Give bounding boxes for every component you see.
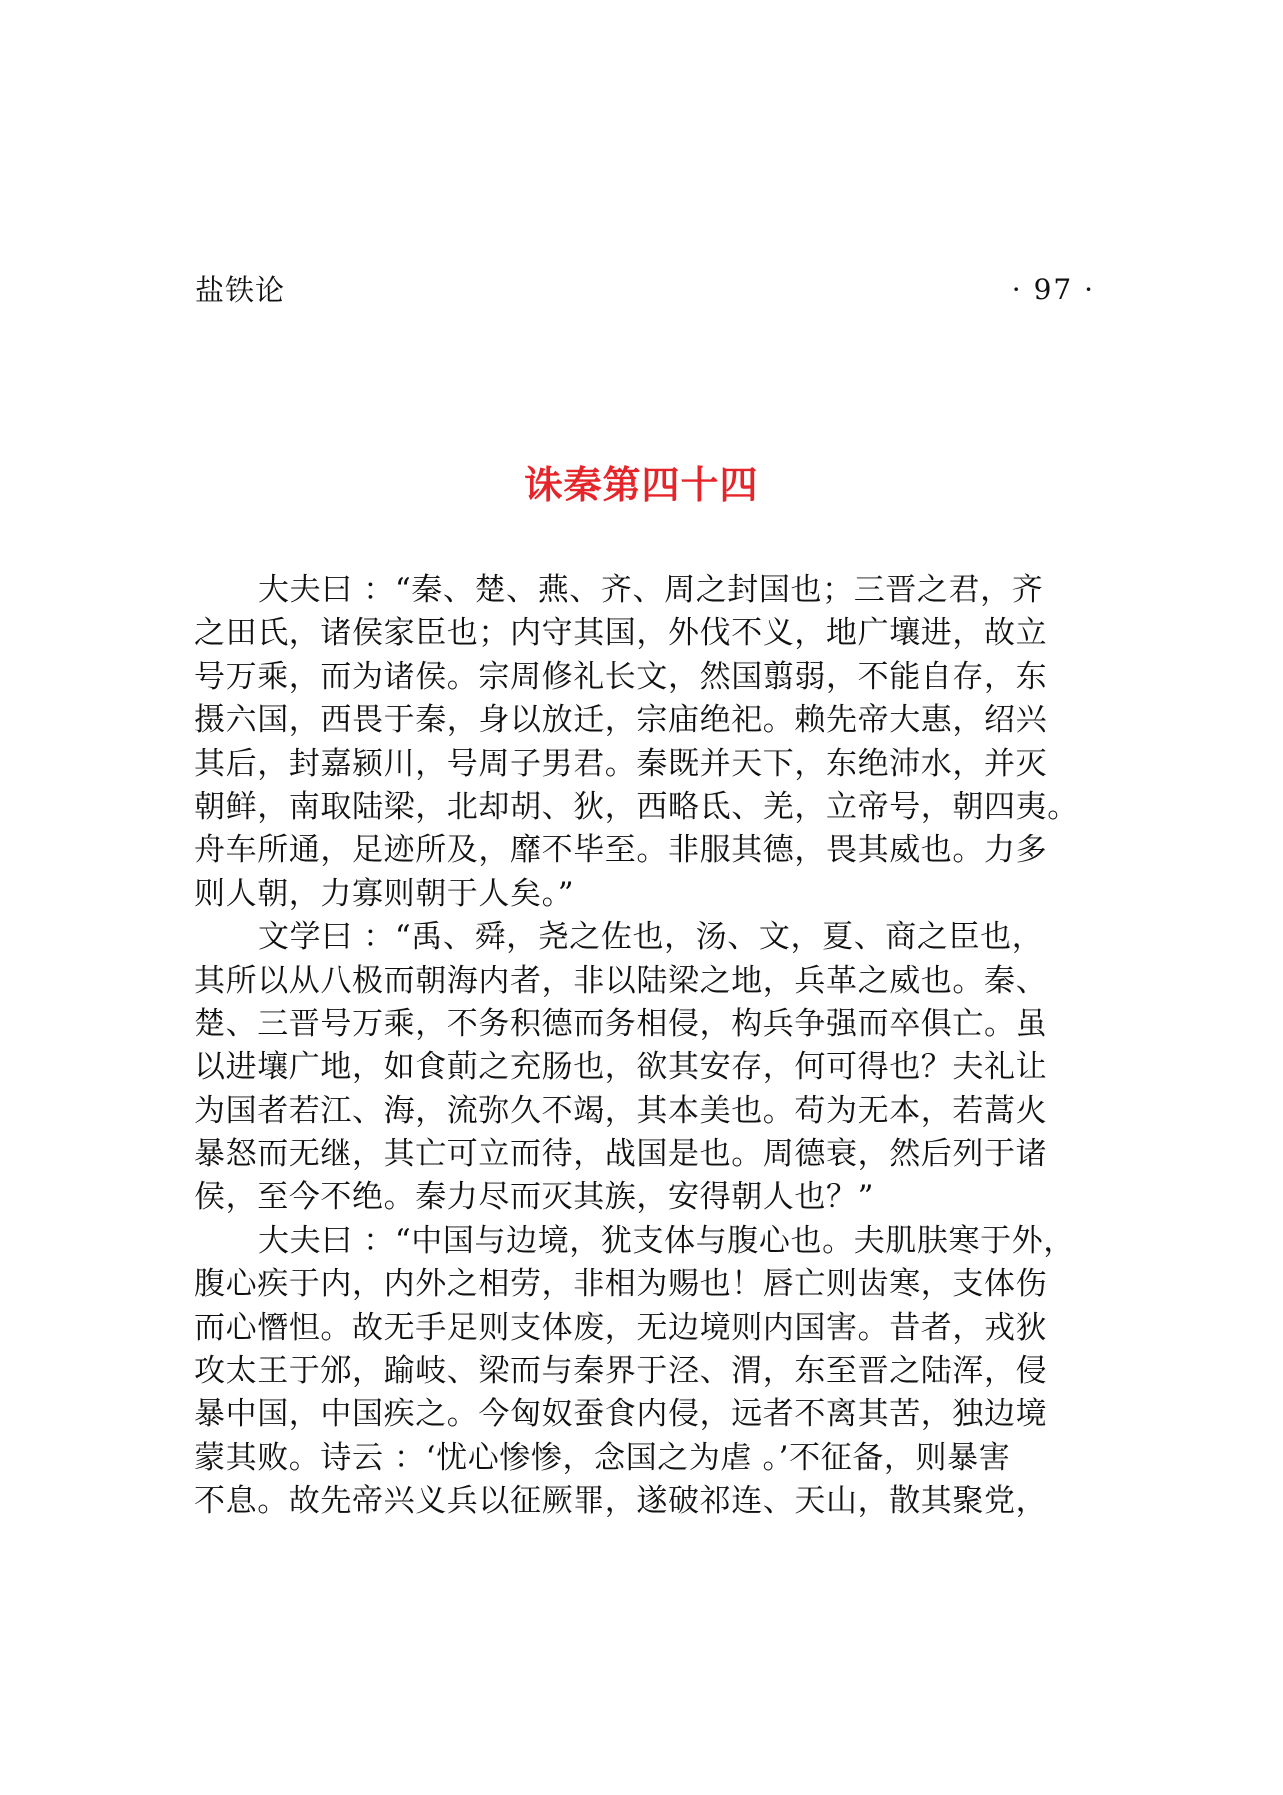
text-line: 文学曰 ：“禹、舜，尧之佐也，汤、文，夏、商之臣也， [258, 919, 1044, 956]
text-line: 大夫曰 ：“中国与边境，犹支体与腹心也。夫肌肤寒于外， [258, 1222, 1075, 1259]
text-line: 蒙其败。诗云 ：‘忧心惨惨，念国之为虐 。’不征备，则暴害 [194, 1439, 1011, 1476]
text-line: 之田氏，诸侯家臣也；内守其国，外伐不义，地广壤进，故立 [194, 615, 1048, 652]
text-line: 攻太王于邠，踰岐、梁而与秦界于泾、渭，东至晋之陆浑，侵 [194, 1353, 1048, 1390]
text-line: 暴中国，中国疾之。今匈奴蚕食内侵，远者不离其苦，独边境 [194, 1396, 1048, 1433]
text-line: 以进壤广地，如食萴之充肠也，欲其安存，何可得也？夫礼让 [194, 1049, 1048, 1086]
text-line: 楚、三晋号万乘，不务积德而务相侵，构兵争强而卒俱亡。虽 [194, 1005, 1048, 1042]
text-line: 号万乘，而为诸侯。宗周修礼长文，然国翦弱，不能自存，东 [194, 658, 1048, 695]
text-line: 侯，至今不绝。秦力尽而灭其族，安得朝人也？” [194, 1179, 875, 1216]
paragraph-3 [194, 1220, 1106, 1524]
text-line: 朝鲜，南取陆梁，北却胡、狄，西略氐、羌，立帝号，朝四夷。 [194, 788, 1079, 825]
text-line: 为国者若江、海，流弥久不竭，其本美也。苟为无本，若蒿火 [194, 1092, 1048, 1129]
running-header [195, 268, 1095, 312]
text-line: 摄六国，西畏于秦，身以放迁，宗庙绝祀。赖先帝大惠，绍兴 [194, 702, 1048, 739]
text-line: 其所以从八极而朝海内者，非以陆梁之地，兵革之威也。秦、 [194, 962, 1048, 999]
text-line: 则人朝，力寡则朝于人矣。” [194, 875, 575, 912]
chapter-title: 诛秦第四十四 [524, 463, 759, 507]
body-text [194, 569, 1106, 1524]
text-line: 不息。故先帝兴义兵以征厥罪，遂破祁连、天山，散其聚党， [194, 1483, 1048, 1520]
book-title: 盐铁论 [195, 273, 286, 307]
text-line: 其后，封嘉颍川，号周子男君。秦既并天下，东绝沛水，并灭 [194, 745, 1048, 782]
text-line: 腹心疾于内，内外之相劳，非相为赐也！唇亡则齿寒，支体伤 [194, 1266, 1048, 1303]
text-line: 舟车所通，足迹所及，靡不毕至。非服其德，畏其威也。力多 [194, 832, 1048, 869]
text-line: 而心憯怛。故无手足则支体废，无边境则内国害。昔者，戎狄 [194, 1309, 1048, 1346]
paragraph-2 [194, 916, 1106, 1220]
page-number: · 97 · [1011, 273, 1095, 306]
text-line: 暴怒而无继，其亡可立而待，战国是也。周德衰，然后列于诸 [194, 1136, 1048, 1173]
text-line: 大夫曰 ：“秦、楚、燕、齐、周之封国也；三晋之君，齐 [258, 572, 1044, 608]
paragraph-1 [194, 569, 1106, 916]
